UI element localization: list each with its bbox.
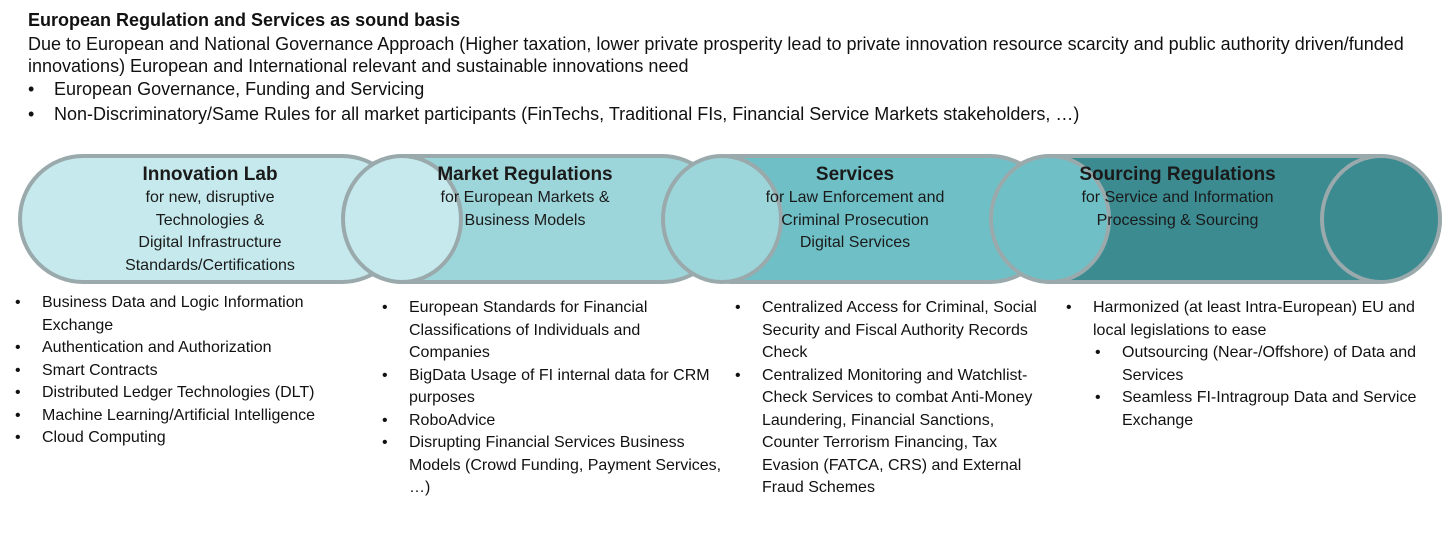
stage-subtitle-line: for European Markets &: [440, 189, 610, 206]
list-item: • Distributed Ledger Technologies (DLT): [13, 382, 368, 405]
list-item: • Machine Learning/Artificial Intelligence: [13, 405, 368, 428]
header-bullets: [28, 77, 1438, 127]
stage-subtitle-line: Criminal Prosecution: [781, 211, 929, 229]
stage-innovation-lab: [100, 163, 320, 277]
header-bullet: • Non-Discriminatory/Same Rules for all market participants (FinTechs, Traditional FIs, Financial Service Markets stakeholders, …): [28, 102, 1438, 127]
stage-title: Innovation Lab: [142, 164, 278, 185]
sub-list: [1064, 342, 1444, 432]
innovation-lab-list: [13, 292, 368, 450]
stage-market-regulations: [410, 163, 640, 232]
stage-title: Services: [815, 164, 895, 185]
stage-title: Sourcing Regulations: [1079, 164, 1276, 185]
market-regulations-list: [380, 297, 725, 500]
stage-subtitle-line: Business Models: [464, 211, 586, 229]
list-item: • Centralized Monitoring and Watchlist-Check Services to combat Anti-Money Laundering, Financial Sanctions, Counter Terrorism Financing, Tax Evasion (FATCA, CRS) and External Fraud Schemes: [733, 365, 1053, 500]
list-item: • European Standards for Financial Classifications of Individuals and Companies: [380, 297, 725, 365]
header: [28, 9, 1438, 127]
stage-subtitle-line: Digital Services: [799, 234, 911, 251]
list-item: • Harmonized (at least Intra-European) EU and local legislations to ease: [1064, 297, 1444, 342]
stage-services: [740, 163, 970, 255]
page-title: European Regulation and Services as sound basis: [28, 10, 461, 30]
intro-text: Due to European and National Governance Approach (Higher taxation, lower private prosperity lead to private innovation resource scarcity and public authority driven/funded innovations) European and International relevant and sustainable innovations need: [28, 34, 1404, 76]
stage-subtitle-line: Digital Infrastructure: [138, 234, 282, 251]
list-item: • Centralized Access for Criminal, Social Security and Fiscal Authority Records Check: [733, 297, 1053, 365]
sub-list-item: • Outsourcing (Near-/Offshore) of Data and Services: [1093, 342, 1444, 387]
list-item: • Disrupting Financial Services Business Models (Crowd Funding, Payment Services, …): [380, 432, 725, 500]
list-item: • Authentication and Authorization: [13, 337, 368, 360]
sub-list-item: • Seamless FI-Intragroup Data and Service Exchange: [1093, 387, 1444, 432]
list-item: • Cloud Computing: [13, 427, 368, 450]
stage-subtitle-line: Processing & Sourcing: [1096, 211, 1259, 229]
list-item: • RoboAdvice: [380, 410, 725, 433]
stage-subtitle-line: Standards/Certifications: [125, 256, 295, 274]
stage-subtitle-line: for Law Enforcement and: [765, 189, 945, 206]
stage-title: Market Regulations: [437, 164, 613, 185]
header-bullet: • European Governance, Funding and Servicing: [28, 77, 1438, 102]
list-item: • Smart Contracts: [13, 360, 368, 383]
stage-subtitle-line: for Service and Information: [1081, 189, 1274, 206]
stage-subtitle-line: for new, disruptive: [145, 189, 275, 206]
list-item: • BigData Usage of FI internal data for CRM purposes: [380, 365, 725, 410]
sourcing-regulations-list: [1064, 297, 1444, 432]
list-item: • Business Data and Logic Information Exchange: [13, 292, 368, 337]
stage-sourcing-regulations: [1045, 163, 1310, 232]
services-list: [733, 297, 1053, 500]
stage-subtitle-line: Technologies &: [155, 211, 265, 229]
